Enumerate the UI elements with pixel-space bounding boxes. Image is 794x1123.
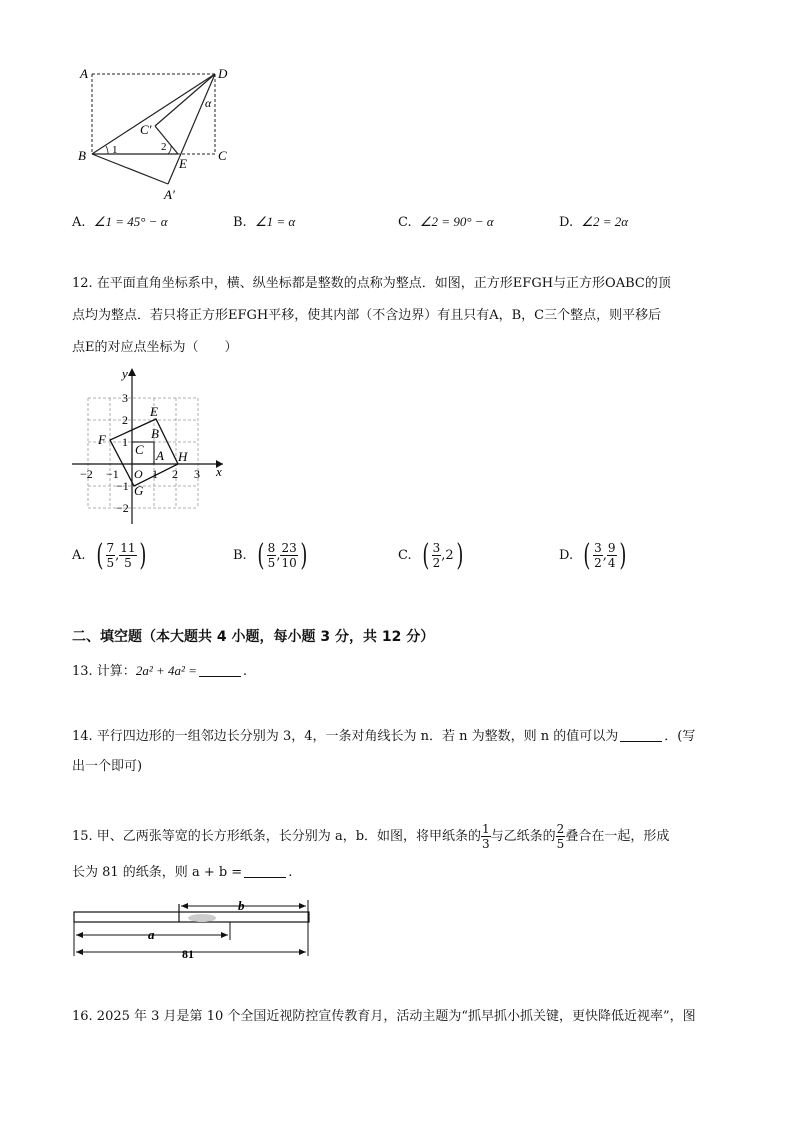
x-axis-label: x [216,464,222,479]
y-tick-3: 3 [122,391,128,405]
fig11-label-D: D [218,66,228,81]
y-tick-2: 2 [122,413,128,427]
q12-coordinate-figure [68,364,238,529]
y-tick-neg1: −1 [116,479,129,493]
q14-line-2: 出一个即可) [72,759,143,774]
q11-option-a: A. ∠1 = 45° − α [72,214,168,230]
q11-option-b: B. ∠1 = α [233,214,296,230]
x-tick-neg1: −1 [106,467,119,481]
point-label-A: A [156,448,164,463]
y-tick-neg2: −2 [116,501,129,515]
section-2-title: 二、填空题（本大题共 4 小题，每小题 3 分，共 12 分） [72,629,435,645]
strip-label-b: b [238,898,245,913]
q11-option-d: D. ∠2 = 2α [559,214,629,230]
q16-line-1: 16. 2025 年 3 月是第 10 个全国近视防控宣传教育月，活动主题为“抓早抓小抓关键，更快降低近视率”，图 [72,1009,696,1024]
q12-option-c: C. ( $\frac{3}{2}$ ,2) [398,538,464,573]
q13-answer-blank[interactable] [199,664,241,677]
x-tick-2: 2 [172,467,178,481]
point-label-E: E [150,404,158,419]
y-tick-1: 1 [122,435,128,449]
q12-option-d: D. ( $\frac{3}{2}$ , $\frac{9}{4}$ ) [559,538,626,573]
q15-strip-figure [72,896,317,962]
fig11-label-2: 2 [161,141,167,153]
q14-answer-blank[interactable] [620,729,662,742]
strip-label-81: 81 [182,947,194,961]
fig11-label-Cp: C′ [140,122,152,137]
q12-option-b: B. ( $\frac{8}{5}$ , $\frac{23}{10}$ ) [233,538,308,573]
q13-line: 13. 计算：2a² + 4a² = . [72,663,248,679]
q11-option-c: C. ∠2 = 90° − α [398,214,494,230]
q12-option-a: A. ( $\frac{7}{5}$ , $\frac{11}{5}$ ) [72,538,146,573]
q15-line-1: 15. 甲、乙两张等宽的长方形纸条，长分别为 a，b．如图，将甲纸条的 $\frac{1}{3}$ 与乙纸条的 $\frac{2}{5}$ 叠合在一起，形成 [72,822,670,851]
q15-answer-blank[interactable] [244,865,286,878]
fig11-label-1: 1 [112,144,118,156]
q12-line-1: 12. 在平面直角坐标系中，横、纵坐标都是整数的点称为整点．如图，正方形EFGH与正方形OABC的顶 [72,276,671,291]
point-label-B: B [151,426,159,441]
q14-line-1: 14. 平行四边形的一组邻边长分别为 3，4，一条对角线长为 n．若 n 为整数，则 n 的值可以为 ．(写 [72,729,696,744]
origin-label: O [134,467,143,481]
q15-line-2: 长为 81 的纸条，则 a + b = . [72,865,293,880]
fig11-label-E: E [179,156,187,171]
q12-line-2: 点均为整点．若只将正方形EFGH平移，使其内部（不含边界）有且只有A，B，C三个整点，则平移后 [72,308,662,323]
fig11-label-B: B [78,148,86,163]
y-axis-label: y [122,366,128,381]
point-label-G: G [134,483,144,498]
fig11-label-Ap: A′ [164,187,175,202]
fig11-label-C: C [218,148,227,163]
point-label-H: H [178,449,188,464]
point-label-F: F [98,432,106,447]
strip-label-a: a [148,927,155,942]
q11-figure [70,62,250,202]
q12-line-3: 点E的对应点坐标为（ ） [72,340,238,355]
x-tick-neg2: −2 [80,467,93,481]
fig11-label-alpha: α [205,96,212,110]
point-label-C: C [135,442,144,457]
x-tick-3: 3 [194,467,200,481]
fig11-label-A: A [80,66,88,81]
x-tick-1: 1 [152,467,158,481]
